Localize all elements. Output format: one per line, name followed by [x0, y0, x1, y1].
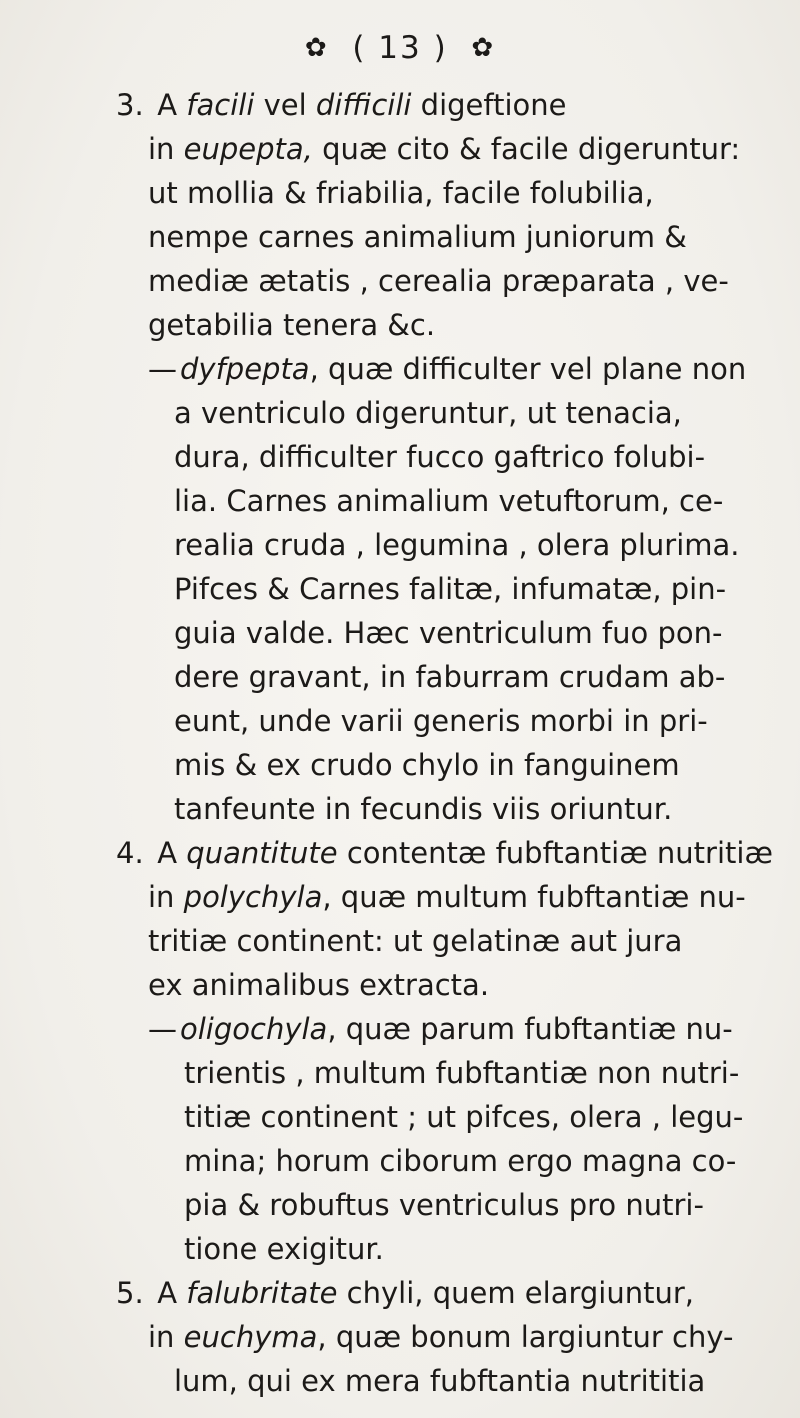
- flower-ornament-icon: ✿: [471, 33, 496, 63]
- text-line: [116, 215, 786, 259]
- text-run: dura, difficulter fucco gaftrico folubi-: [174, 440, 706, 474]
- italic-term: oligochyla: [180, 1012, 328, 1046]
- text-line: [116, 523, 786, 567]
- text-line: [116, 435, 786, 479]
- em-dash: —: [148, 352, 177, 386]
- text-line: [116, 875, 786, 919]
- text-run: vel: [254, 88, 316, 122]
- text-line: [116, 171, 786, 215]
- text-run: in: [148, 132, 184, 166]
- text-line: [116, 1183, 786, 1227]
- text-line: [116, 259, 786, 303]
- flower-ornament-icon: ✿: [304, 33, 329, 63]
- text-line: [116, 479, 786, 523]
- text-line: [116, 919, 786, 963]
- text-line: [116, 1359, 786, 1403]
- italic-term: eupepta,: [183, 132, 313, 166]
- text-run: getabilia tenera &c.: [148, 308, 436, 342]
- text-line: [116, 1315, 786, 1359]
- text-run: in: [148, 1320, 184, 1354]
- text-line: [116, 743, 786, 787]
- text-run: nempe carnes animalium juniorum &: [148, 220, 687, 254]
- italic-term: dyfpepta: [180, 352, 310, 386]
- text-run: digeftione: [411, 88, 567, 122]
- text-run: titiæ continent ; ut pifces, olera , legu-: [184, 1100, 744, 1134]
- text-line: [116, 1227, 786, 1271]
- text-run: contentæ fubftantiæ nutritiæ: [337, 836, 773, 870]
- italic-term: polychyla: [183, 880, 323, 914]
- text-line: [116, 303, 786, 347]
- italic-term: euchyma: [183, 1320, 318, 1354]
- text-line: [116, 127, 786, 171]
- text-line: [116, 655, 786, 699]
- em-dash: —: [148, 1012, 177, 1046]
- item-number: 3.: [116, 88, 144, 122]
- text-run: A: [148, 1276, 187, 1310]
- text-line: [116, 567, 786, 611]
- text-run: pia & robuftus ventriculus pro nutri-: [184, 1188, 704, 1222]
- text-line: [116, 1271, 786, 1315]
- text-run: a ventriculo digeruntur, ut tenacia,: [174, 396, 682, 430]
- text-line: [116, 1095, 786, 1139]
- text-run: ex animalibus extracta.: [148, 968, 490, 1002]
- text-line: [116, 831, 786, 875]
- text-run: A: [148, 88, 187, 122]
- text-run: realia cruda , legumina , olera plurima.: [174, 528, 740, 562]
- text-body: [116, 83, 786, 1403]
- text-line: [116, 611, 786, 655]
- text-line: [116, 83, 786, 127]
- text-run: chyli, quem elargiuntur,: [337, 1276, 695, 1310]
- item-number: 4.: [116, 836, 144, 870]
- italic-term: quantitute: [186, 836, 338, 870]
- text-run: tione exigitur.: [184, 1232, 384, 1266]
- text-run: quæ cito & facile digeruntur:: [312, 132, 741, 166]
- text-run: , quæ bonum largiuntur chy-: [317, 1320, 734, 1354]
- text-run: trientis , multum fubftantiæ non nutri-: [184, 1056, 740, 1090]
- text-run: guia valde. Hæc ventriculum fuo pon-: [174, 616, 723, 650]
- text-line: [116, 1007, 786, 1051]
- text-run: ut mollia & friabilia, facile folubilia,: [148, 176, 654, 210]
- text-run: Pifces & Carnes falitæ, infumatæ, pin-: [174, 572, 727, 606]
- text-line: [116, 347, 786, 391]
- text-run: lum, qui ex mera fubftantia nutrititia: [174, 1364, 706, 1398]
- item-number: 5.: [116, 1276, 144, 1310]
- text-run: tanfeunte in fecundis viis oriuntur.: [174, 792, 673, 826]
- text-run: tritiæ continent: ut gelatinæ aut jura: [148, 924, 683, 958]
- text-run: , quæ parum fubftantiæ nu-: [327, 1012, 733, 1046]
- italic-term: facili: [186, 88, 255, 122]
- page-header: [0, 30, 800, 66]
- text-line: [116, 787, 786, 831]
- text-run: mis & ex crudo chylo in fanguinem: [174, 748, 680, 782]
- text-run: mediæ ætatis , cerealia præparata , ve-: [148, 264, 729, 298]
- text-run: lia. Carnes animalium vetuftorum, ce-: [174, 484, 724, 518]
- text-run: mina; horum ciborum ergo magna co-: [184, 1144, 737, 1178]
- text-run: A: [148, 836, 187, 870]
- italic-term: falubritate: [186, 1276, 338, 1310]
- text-run: eunt, unde varii generis morbi in pri-: [174, 704, 708, 738]
- text-line: [116, 699, 786, 743]
- text-line: [116, 1051, 786, 1095]
- italic-term: difficili: [315, 88, 412, 122]
- text-run: dere gravant, in faburram crudam ab-: [174, 660, 726, 694]
- text-line: [116, 963, 786, 1007]
- text-run: in: [148, 880, 184, 914]
- text-run: , quæ multum fubftantiæ nu-: [322, 880, 746, 914]
- text-line: [116, 391, 786, 435]
- text-line: [116, 1139, 786, 1183]
- page-number: ( 13 ): [352, 30, 448, 66]
- text-run: , quæ difficulter vel plane non: [309, 352, 747, 386]
